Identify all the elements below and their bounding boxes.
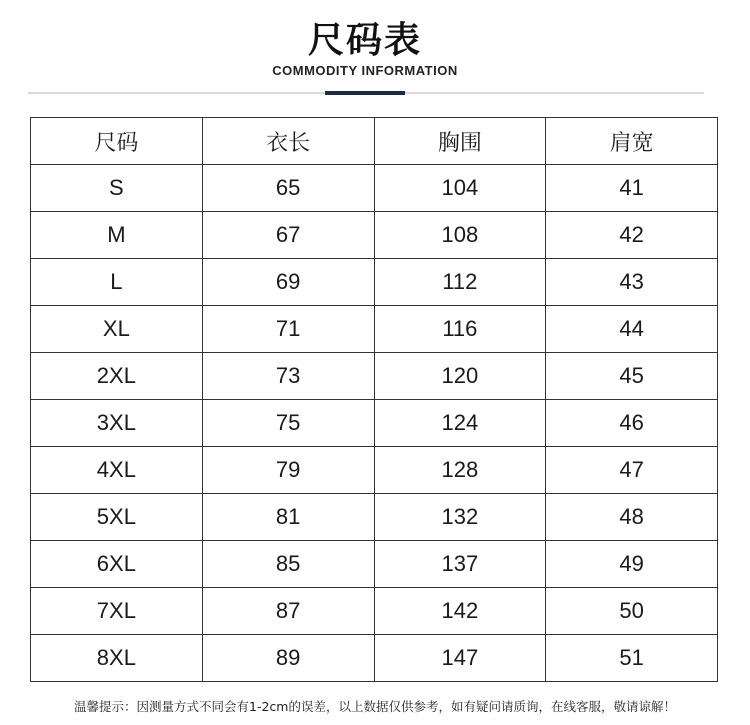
table-row	[31, 400, 718, 447]
cell-size: M	[31, 212, 203, 259]
cell-length: 73	[202, 353, 374, 400]
cell-shoulder: 41	[546, 165, 718, 212]
table-row	[31, 353, 718, 400]
page-subtitle: COMMODITY INFORMATION	[272, 63, 458, 78]
cell-size: L	[31, 259, 203, 306]
table-row	[31, 635, 718, 682]
cell-size: 6XL	[31, 541, 203, 588]
cell-size: 4XL	[31, 447, 203, 494]
cell-length: 65	[202, 165, 374, 212]
cell-length: 85	[202, 541, 374, 588]
cell-length: 71	[202, 306, 374, 353]
cell-shoulder: 43	[546, 259, 718, 306]
cell-length: 87	[202, 588, 374, 635]
cell-size: 5XL	[31, 494, 203, 541]
table-header-row	[31, 118, 718, 165]
cell-chest: 128	[374, 447, 546, 494]
cell-shoulder: 49	[546, 541, 718, 588]
cell-shoulder: 46	[546, 400, 718, 447]
cell-size: S	[31, 165, 203, 212]
cell-length: 89	[202, 635, 374, 682]
table-row	[31, 165, 718, 212]
cell-length: 69	[202, 259, 374, 306]
page-title: 尺码表	[307, 20, 422, 61]
table-row	[31, 541, 718, 588]
cell-chest: 132	[374, 494, 546, 541]
footer-note: 温馨提示：因测量方式不同会有1-2cm的误差，以上数据仅供参考，如有疑问请质询，在线客服，敬请谅解！	[74, 699, 676, 714]
cell-chest: 108	[374, 212, 546, 259]
cell-chest: 124	[374, 400, 546, 447]
cell-size: 3XL	[31, 400, 203, 447]
cell-shoulder: 42	[546, 212, 718, 259]
cell-shoulder: 48	[546, 494, 718, 541]
cell-shoulder: 50	[546, 588, 718, 635]
cell-shoulder: 44	[546, 306, 718, 353]
table-row	[31, 588, 718, 635]
cell-chest: 120	[374, 353, 546, 400]
table-row	[31, 259, 718, 306]
column-header-size: 尺码	[31, 118, 203, 165]
table-row	[31, 447, 718, 494]
divider-accent	[325, 91, 405, 95]
table-row	[31, 212, 718, 259]
cell-length: 75	[202, 400, 374, 447]
cell-chest: 142	[374, 588, 546, 635]
cell-size: 7XL	[31, 588, 203, 635]
column-header-shoulder: 肩宽	[546, 118, 718, 165]
cell-length: 79	[202, 447, 374, 494]
cell-length: 81	[202, 494, 374, 541]
cell-shoulder: 47	[546, 447, 718, 494]
table-row	[31, 494, 718, 541]
size-chart-table	[30, 117, 718, 682]
cell-chest: 137	[374, 541, 546, 588]
cell-chest: 104	[374, 165, 546, 212]
cell-chest: 116	[374, 306, 546, 353]
cell-chest: 147	[374, 635, 546, 682]
cell-shoulder: 51	[546, 635, 718, 682]
cell-chest: 112	[374, 259, 546, 306]
cell-size: 2XL	[31, 353, 203, 400]
cell-length: 67	[202, 212, 374, 259]
column-header-length: 衣长	[202, 118, 374, 165]
cell-size: 8XL	[31, 635, 203, 682]
table-row	[31, 306, 718, 353]
column-header-chest: 胸围	[374, 118, 546, 165]
cell-shoulder: 45	[546, 353, 718, 400]
cell-size: XL	[31, 306, 203, 353]
